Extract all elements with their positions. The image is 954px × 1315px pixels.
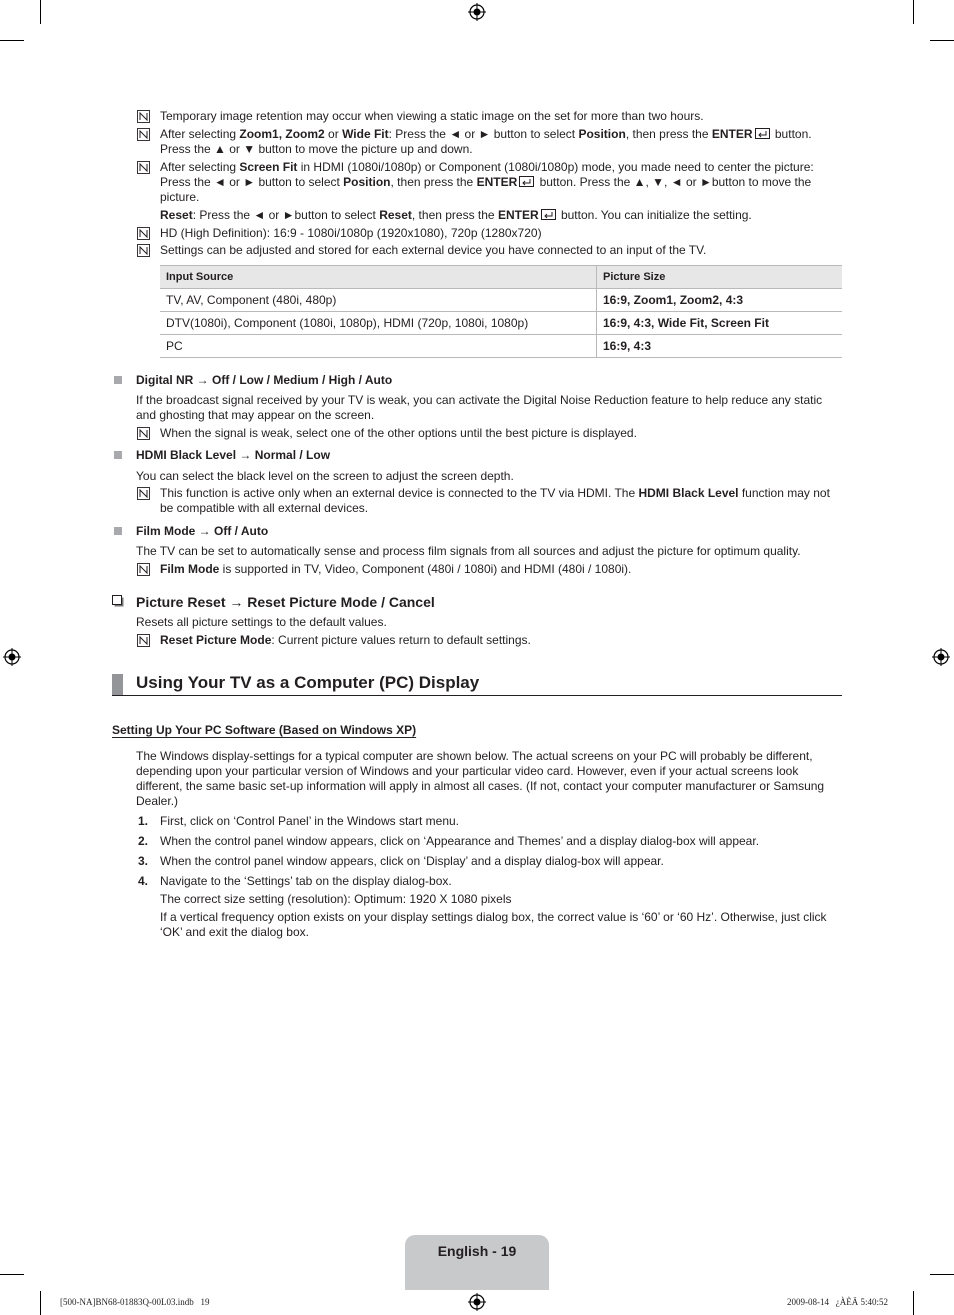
note <box>137 109 842 124</box>
note-icon <box>137 563 150 576</box>
note-text: : Press the ◄ or ►button to select <box>192 208 380 222</box>
picture-size-table <box>160 265 842 358</box>
table-cell: 16:9, 4:3 <box>597 335 843 358</box>
note-icon <box>137 110 150 123</box>
step-text: First, click on ‘Control Panel’ in the Windows start menu. <box>160 814 459 828</box>
table-cell: TV, AV, Component (480i, 480p) <box>160 289 597 312</box>
note <box>137 127 842 157</box>
registration-mark-icon <box>932 648 950 666</box>
crop-mark <box>0 40 24 41</box>
section-rule <box>112 695 842 696</box>
note-text: , then press the <box>625 127 712 141</box>
table-row <box>160 335 842 358</box>
table-cell: 16:9, Zoom1, Zoom2, 4:3 <box>597 289 843 312</box>
note-icon <box>137 634 150 647</box>
step-number: 4. <box>138 874 149 888</box>
note-text: , then press the <box>411 208 498 222</box>
section-marker <box>112 674 123 695</box>
table-header-row <box>160 266 842 289</box>
hdmi-black-level-body: You can select the black level on the screen to adjust the screen depth. <box>136 469 514 483</box>
step-extra: If a vertical frequency option exists on your display settings dialog box, the correct value is ‘60’ or ‘60 Hz’. Otherwise, just click ‘OK’ and exit the dialog box. <box>160 910 827 939</box>
step-text: When the control panel window appears, click on ‘Display’ and a display dialog-box will appear. <box>160 854 664 868</box>
note-icon <box>137 128 150 141</box>
note-text: HD (High Definition): 16:9 - 1080i/1080p (1920x1080), 720p (1280x720) <box>160 226 542 240</box>
bullet-square-icon <box>114 376 122 384</box>
note <box>137 208 842 223</box>
registration-mark-icon <box>468 3 486 21</box>
note-text: is supported in TV, Video, Component (480i / 1080i) and HDMI (480i / 1080i). <box>219 562 632 576</box>
note-text-bold: Reset Picture Mode <box>160 633 272 647</box>
pc-intro: The Windows display-settings for a typical computer are shown below. The actual screens on your PC will probably be different, depending upon your particular version of Windows and your particular video card. However, even if your actual screens look different, the same basic set-up information will apply in almost all cases. (If not, contact your computer manufacturer or Samsung Dealer.) <box>136 749 825 808</box>
crop-mark <box>930 40 954 41</box>
column-header: Picture Size <box>597 266 843 289</box>
note <box>137 160 842 205</box>
print-timestamp: 2009-08-14 ¿ÀÈÄ 5:40:52 <box>787 1297 888 1307</box>
note-text: in HDMI (1080i/1080p) or Component (1080i/1080p) mode, you made need to center the picture: Press the ◄ or ► button to select <box>160 160 814 189</box>
note-text: After selecting <box>160 160 240 174</box>
note-icon <box>137 161 150 174</box>
note-text: button. You can initialize the setting. <box>557 208 752 222</box>
registration-mark-icon <box>468 1293 486 1311</box>
note-text-bold: Screen Fit <box>239 160 298 174</box>
enter-icon <box>541 209 556 220</box>
enter-icon <box>755 128 770 139</box>
note-text: button. Press the ▲ or ▼ button to move the picture up and down. <box>160 127 812 156</box>
note-text-bold: Reset <box>379 208 412 222</box>
column-header: Input Source <box>160 266 597 289</box>
subsection-title: Setting Up Your PC Software (Based on Windows XP) <box>112 723 417 737</box>
note <box>137 243 842 258</box>
registration-mark-icon <box>3 648 21 666</box>
crop-mark <box>913 0 914 24</box>
crop-mark <box>40 0 41 24</box>
table-cell: DTV(1080i), Component (1080i, 1080p), HDMI (720p, 1080i, 1080p) <box>160 312 597 335</box>
step-text: Navigate to the ‘Settings’ tab on the display dialog-box. <box>160 874 452 888</box>
crop-mark <box>0 1274 24 1275</box>
note-text: After selecting <box>160 127 240 141</box>
page-number: English - 19 <box>437 1243 517 1259</box>
note-text: This function is active only when an external device is connected to the TV via HDMI. The <box>160 486 639 500</box>
note-text: : Current picture values return to default settings. <box>271 633 531 647</box>
enter-icon <box>519 176 534 187</box>
note-text-bold: HDMI Black Level <box>638 486 739 500</box>
digital-nr-body: If the broadcast signal received by your TV is weak, you can activate the Digital Noise Reduction feature to help reduce any static and ghosting that may appear on the screen. <box>136 393 823 422</box>
note-text: function may not be compatible with all external devices. <box>160 486 830 515</box>
step-extra: The correct size setting (resolution): Optimum: 1920 X 1080 pixels <box>160 892 512 906</box>
note-text: When the signal is weak, select one of the other options until the best picture is displayed. <box>160 426 637 440</box>
step-number: 3. <box>138 854 149 868</box>
bullet-square-icon <box>114 527 122 535</box>
note <box>137 486 842 516</box>
step-number: 1. <box>138 814 149 828</box>
print-file-info: [500-NA]BN68-01883Q-00L03.indb 19 <box>60 1297 210 1307</box>
hdmi-black-level-heading: HDMI Black Level → Normal / Low <box>136 448 331 462</box>
note-text-bold: Film Mode <box>160 562 220 576</box>
note-text-bold: ENTER <box>476 175 518 189</box>
note-text: : Press the ◄ or ► button to select <box>388 127 579 141</box>
note-icon <box>137 487 150 500</box>
note-icon <box>137 244 150 257</box>
note-text: Settings can be adjusted and stored for each external device you have connected to an input of the TV. <box>160 243 707 257</box>
note-icon <box>137 427 150 440</box>
crop-mark <box>930 1274 954 1275</box>
note <box>137 226 842 241</box>
film-mode-heading: Film Mode → Off / Auto <box>136 524 269 538</box>
note-text: , then press the <box>390 175 477 189</box>
table-row <box>160 312 842 335</box>
note <box>137 562 842 577</box>
film-mode-body: The TV can be set to automatically sense and process film signals from all sources and adjust the picture for optimum quality. <box>136 544 801 558</box>
note-text-bold: ENTER <box>497 208 539 222</box>
note-text-bold: Reset <box>160 208 193 222</box>
checkbox-bullet-icon <box>112 595 124 607</box>
note-icon <box>137 227 150 240</box>
note-text-bold: Position <box>578 127 626 141</box>
note-text-bold: Zoom1, Zoom2 <box>239 127 325 141</box>
table-cell: 16:9, 4:3, Wide Fit, Screen Fit <box>597 312 843 335</box>
table-row <box>160 289 842 312</box>
note-text-bold: ENTER <box>711 127 753 141</box>
crop-mark <box>913 1291 914 1315</box>
digital-nr-heading: Digital NR → Off / Low / Medium / High / Auto <box>136 373 393 387</box>
note-text: or <box>324 127 343 141</box>
note <box>137 426 842 441</box>
note-text-bold: Position <box>343 175 391 189</box>
table-cell: PC <box>160 335 597 358</box>
bullet-square-icon <box>114 451 122 459</box>
crop-mark <box>40 1291 41 1315</box>
step-text: When the control panel window appears, click on ‘Appearance and Themes’ and a display dialog-box will appear. <box>160 834 760 848</box>
note-text: Temporary image retention may occur when viewing a static image on the set for more than two hours. <box>160 109 704 123</box>
note-text-bold: Wide Fit <box>342 127 389 141</box>
note-text: button. Press the ▲, ▼, ◄ or ►button to move the picture. <box>160 175 812 204</box>
note <box>137 633 842 648</box>
picture-reset-heading: Picture Reset → Reset Picture Mode / Cancel <box>136 594 435 610</box>
picture-reset-body: Resets all picture settings to the default values. <box>136 615 387 629</box>
step-number: 2. <box>138 834 149 848</box>
section-title: Using Your TV as a Computer (PC) Display <box>136 673 480 692</box>
